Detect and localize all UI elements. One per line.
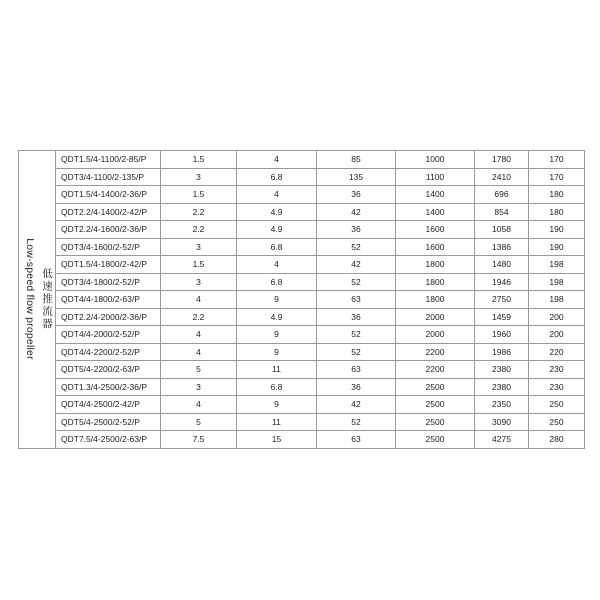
table-cell: 9: [237, 343, 317, 361]
model-cell: QDT3/4-1800/2-52/P: [56, 273, 161, 291]
model-cell: QDT1.5/4-1400/2-36/P: [56, 186, 161, 204]
model-cell: QDT3/4-1100/2-135/P: [56, 168, 161, 186]
table-row: [19, 361, 585, 379]
table-cell: 4: [161, 343, 237, 361]
table-cell: 135: [317, 168, 396, 186]
table-cell: 280: [529, 431, 585, 449]
table-cell: 1386: [475, 238, 529, 256]
table-cell: 250: [529, 413, 585, 431]
table-row: [19, 343, 585, 361]
table-cell: 52: [317, 343, 396, 361]
table-cell: 2750: [475, 291, 529, 309]
table-cell: 3: [161, 273, 237, 291]
table-cell: 6.8: [237, 378, 317, 396]
table-row: [19, 186, 585, 204]
table-cell: 42: [317, 256, 396, 274]
table-cell: 1480: [475, 256, 529, 274]
table-row: [19, 413, 585, 431]
table-row: [19, 326, 585, 344]
model-cell: QDT2.2/4-1400/2-42/P: [56, 203, 161, 221]
table-cell: 1.5: [161, 151, 237, 169]
table-cell: 1400: [396, 203, 475, 221]
table-cell: 2000: [396, 308, 475, 326]
table-cell: 9: [237, 291, 317, 309]
table-cell: 42: [317, 396, 396, 414]
table-cell: 9: [237, 396, 317, 414]
model-cell: QDT4/4-2200/2-52/P: [56, 343, 161, 361]
table-cell: 854: [475, 203, 529, 221]
table-cell: 5: [161, 413, 237, 431]
model-cell: QDT1.5/4-1100/2-85/P: [56, 151, 161, 169]
table-row: [19, 256, 585, 274]
table-cell: 52: [317, 238, 396, 256]
model-cell: QDT7.5/4-2500/2-63/P: [56, 431, 161, 449]
table-row: [19, 151, 585, 169]
table-row: [19, 238, 585, 256]
table-cell: 4: [161, 326, 237, 344]
table-cell: 6.8: [237, 238, 317, 256]
table-cell: 2000: [396, 326, 475, 344]
table-cell: 2500: [396, 396, 475, 414]
table-cell: 3090: [475, 413, 529, 431]
table-cell: 170: [529, 151, 585, 169]
table-cell: 1986: [475, 343, 529, 361]
product-category-cell: [19, 151, 56, 449]
table-cell: 180: [529, 186, 585, 204]
table-cell: 180: [529, 203, 585, 221]
category-label-chinese: 低速推流器: [41, 268, 53, 331]
table-row: [19, 396, 585, 414]
table-cell: 63: [317, 361, 396, 379]
table-cell: 15: [237, 431, 317, 449]
table-cell: 2410: [475, 168, 529, 186]
table-cell: 198: [529, 256, 585, 274]
table-cell: 1780: [475, 151, 529, 169]
table-row: [19, 203, 585, 221]
table-cell: 85: [317, 151, 396, 169]
table-cell: 696: [475, 186, 529, 204]
table-cell: 1600: [396, 238, 475, 256]
table-cell: 198: [529, 291, 585, 309]
table-cell: 2.2: [161, 221, 237, 239]
table-cell: 4: [237, 151, 317, 169]
table-cell: 1.5: [161, 186, 237, 204]
table-cell: 2200: [396, 361, 475, 379]
table-row: [19, 291, 585, 309]
table-cell: 2.2: [161, 203, 237, 221]
table-cell: 63: [317, 291, 396, 309]
table-row: [19, 273, 585, 291]
table-cell: 1100: [396, 168, 475, 186]
table-cell: 200: [529, 326, 585, 344]
table-cell: 1058: [475, 221, 529, 239]
table-cell: 1800: [396, 291, 475, 309]
table-cell: 4.9: [237, 203, 317, 221]
table-cell: 3: [161, 168, 237, 186]
model-cell: QDT2.2/4-1600/2-36/P: [56, 221, 161, 239]
model-cell: QDT1.3/4-2500/2-36/P: [56, 378, 161, 396]
table-cell: 9: [237, 326, 317, 344]
table-cell: 1800: [396, 256, 475, 274]
model-cell: QDT1.5/4-1800/2-42/P: [56, 256, 161, 274]
table-cell: 6.8: [237, 273, 317, 291]
table-cell: 63: [317, 431, 396, 449]
table-cell: 36: [317, 221, 396, 239]
table-cell: 170: [529, 168, 585, 186]
spec-table: [18, 150, 585, 449]
model-cell: QDT3/4-1600/2-52/P: [56, 238, 161, 256]
table-cell: 36: [317, 308, 396, 326]
table-cell: 4: [161, 291, 237, 309]
table-cell: 220: [529, 343, 585, 361]
table-cell: 4: [237, 186, 317, 204]
table-cell: 36: [317, 378, 396, 396]
table-cell: 5: [161, 361, 237, 379]
table-cell: 2350: [475, 396, 529, 414]
table-cell: 1960: [475, 326, 529, 344]
table-cell: 11: [237, 413, 317, 431]
table-cell: 1946: [475, 273, 529, 291]
table-row: [19, 431, 585, 449]
table-cell: 198: [529, 273, 585, 291]
model-cell: QDT4/4-2500/2-42/P: [56, 396, 161, 414]
table-cell: 4.9: [237, 221, 317, 239]
table-row: [19, 168, 585, 186]
table-cell: 2.2: [161, 308, 237, 326]
table-cell: 230: [529, 361, 585, 379]
model-cell: QDT2.2/4-2000/2-36/P: [56, 308, 161, 326]
table-cell: 3: [161, 238, 237, 256]
table-cell: 1000: [396, 151, 475, 169]
table-cell: 4: [161, 396, 237, 414]
table-cell: 52: [317, 326, 396, 344]
table-cell: 4275: [475, 431, 529, 449]
table-cell: 4.9: [237, 308, 317, 326]
table-row: [19, 378, 585, 396]
table-cell: 1800: [396, 273, 475, 291]
table-cell: 2200: [396, 343, 475, 361]
table-cell: 190: [529, 238, 585, 256]
table-row: [19, 308, 585, 326]
table-cell: 1600: [396, 221, 475, 239]
table-cell: 190: [529, 221, 585, 239]
table-cell: 52: [317, 413, 396, 431]
table-cell: 200: [529, 308, 585, 326]
table-cell: 1400: [396, 186, 475, 204]
table-cell: 52: [317, 273, 396, 291]
table-cell: 230: [529, 378, 585, 396]
table-cell: 250: [529, 396, 585, 414]
table-cell: 36: [317, 186, 396, 204]
table-cell: 6.8: [237, 168, 317, 186]
table-cell: 7.5: [161, 431, 237, 449]
table-cell: 2500: [396, 413, 475, 431]
table-cell: 4: [237, 256, 317, 274]
table-cell: 2380: [475, 361, 529, 379]
table-cell: 11: [237, 361, 317, 379]
category-label-english: Low-speed flow propeller: [24, 238, 36, 361]
table-cell: 2500: [396, 431, 475, 449]
table-cell: 1459: [475, 308, 529, 326]
table-cell: 2500: [396, 378, 475, 396]
table-row: [19, 221, 585, 239]
model-cell: QDT4/4-2000/2-52/P: [56, 326, 161, 344]
model-cell: QDT4/4-1800/2-63/P: [56, 291, 161, 309]
table-cell: 2380: [475, 378, 529, 396]
model-cell: QDT5/4-2500/2-52/P: [56, 413, 161, 431]
table-cell: 42: [317, 203, 396, 221]
table-cell: 3: [161, 378, 237, 396]
table-cell: 1.5: [161, 256, 237, 274]
model-cell: QDT5/4-2200/2-63/P: [56, 361, 161, 379]
